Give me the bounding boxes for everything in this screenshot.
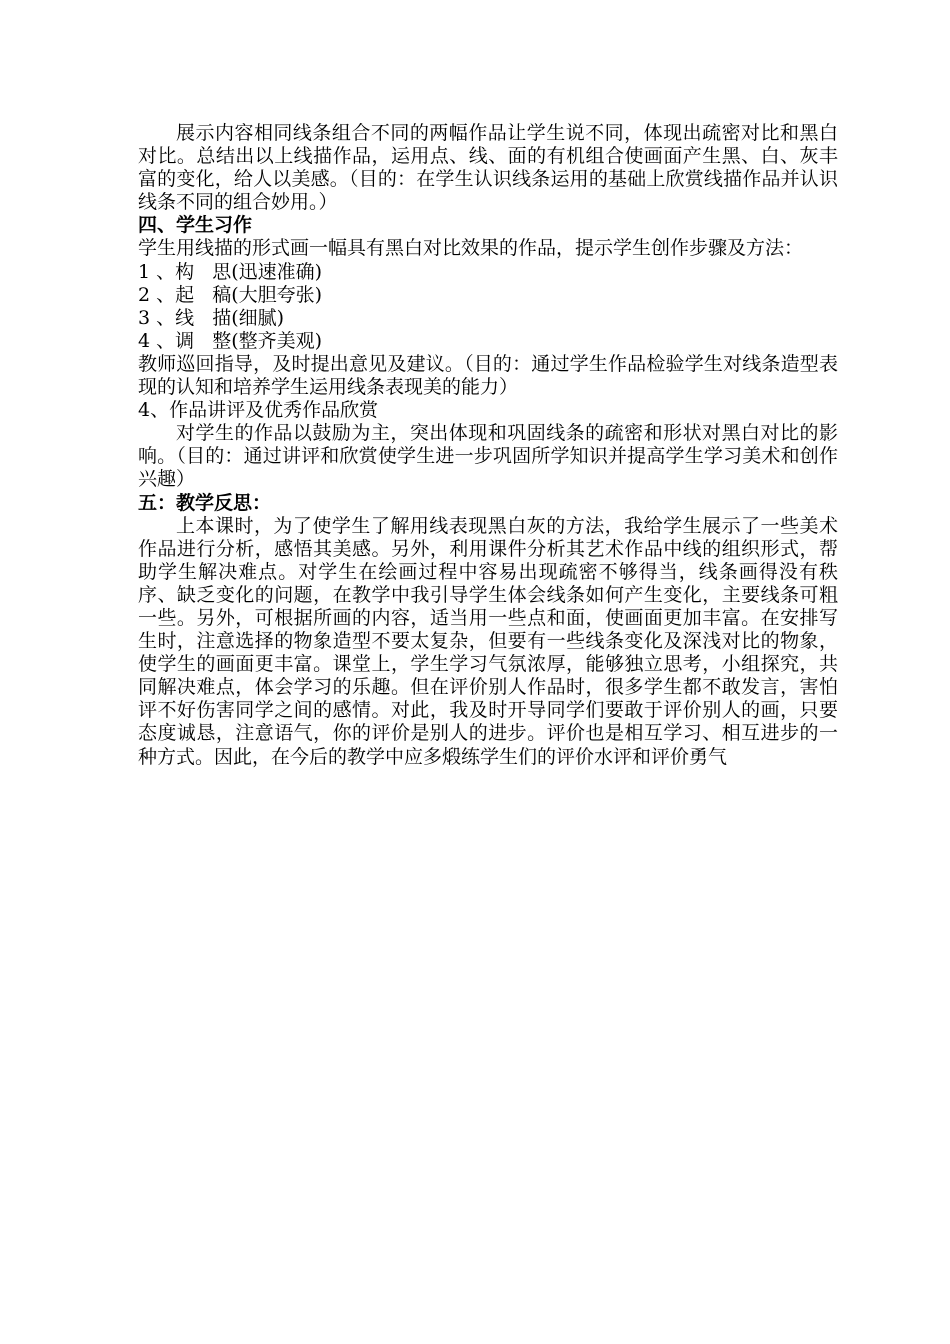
section-heading-student-practice: 四、学生习作: [138, 214, 253, 237]
paragraph-practice-task: 学生用线描的形式画一幅具有黑白对比效果的作品，提示学生创作步骤及方法：: [138, 237, 804, 260]
step-item: 3 、线 描(细腻): [138, 306, 285, 329]
subheading-evaluation: 4、作品讲评及优秀作品欣赏: [138, 399, 379, 422]
step-item: 2 、起 稿(大胆夸张): [138, 283, 323, 306]
paragraph-reflection: 上本课时，为了使学生了解用线表现黑白灰的方法，我给学生展示了一些美术作品进行分析，感悟其美感。另外，利用课件分析其艺术作品中线的组织形式，帮助学生解决难点。对学生在绘画过程中容易出现疏密不够得当，线条画得没有秩序、缺乏变化的问题，在教学中我引导学生体会线条如何产生变化，主要线条可粗一些。另外，可根据所画的内容，适当用一些点和面，使画面更加丰富。在安排写生时，注意选择的物象造型不要太复杂，但要有一些线条变化及深浅对比的物象，使学生的画面更丰富。课堂上，学生学习气氛浓厚，能够独立思考，小组探究，共同解决难点，体会学习的乐趣。但在评价别人作品时，很多学生都不敢发言，害怕评不好伤害同学之间的感情。对此，我及时开导同学们要敢于评价别人的画，只要态度诚恳，注意语气，你的评价是别人的进步。评价也是相互学习、相互进步的一种方式。因此，在今后的教学中应多煅练学生们的评价水评和评价勇气: [138, 514, 838, 768]
paragraph-show-works: 展示内容相同线条组合不同的两幅作品让学生说不同，体现出疏密对比和黑白对比。总结出以上线描作品，运用点、线、面的有机组合使画面产生黑、白、灰丰富的变化，给人以美感。（目的：在学生认识线条运用的基础上欣赏线描作品并认识线条不同的组合妙用。）: [138, 122, 838, 214]
paragraph-teacher-guidance: 教师巡回指导，及时提出意见及建议。（目的：通过学生作品检验学生对线条造型表现的认知和培养学生运用线条表现美的能力）: [138, 352, 838, 399]
step-item: 4 、调 整(整齐美观): [138, 329, 323, 352]
paragraph-evaluation: 对学生的作品以鼓励为主，突出体现和巩固线条的疏密和形状对黑白对比的影响。（目的：通过讲评和欣赏使学生进一步巩固所学知识并提高学生学习美术和创作兴趣）: [138, 422, 838, 491]
section-heading-reflection: 五：教学反思：: [138, 491, 272, 514]
document-page: [138, 122, 838, 769]
step-item: 1 、构 思(迅速准确): [138, 260, 323, 283]
